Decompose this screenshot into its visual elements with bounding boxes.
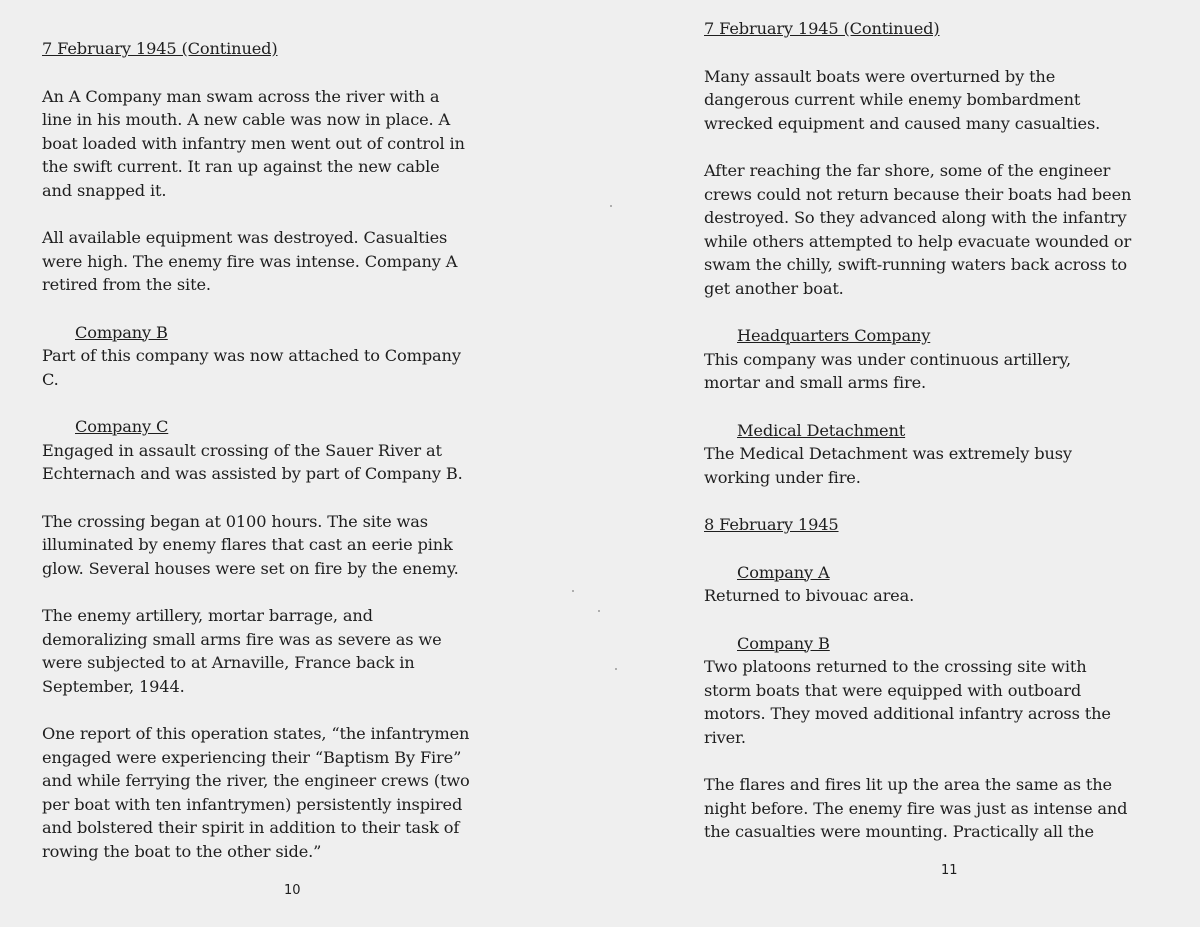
- text-line: Many assault boats were overturned by the: [704, 66, 1056, 86]
- paragraph: [42, 604, 562, 698]
- company-b-heading: Company B: [737, 633, 830, 653]
- text-line: get another boat.: [704, 278, 844, 298]
- text-line: storm boats that were equipped with outboard: [704, 680, 1082, 700]
- company-c-text: [42, 439, 562, 486]
- page-number: 11: [941, 863, 958, 878]
- text-line: glow. Several houses were set on fire by the enemy.: [42, 558, 459, 578]
- text-line: and snapped it.: [42, 180, 167, 200]
- text-line: destroyed. So they advanced along with the infantry: [704, 208, 1127, 227]
- text-line: One report of this operation states, “the infantrymen: [42, 724, 470, 743]
- company-b-heading: Company B: [75, 322, 168, 342]
- text-line: Part of this company was now attached to Company: [42, 346, 461, 365]
- medical-detachment-heading: Medical Detachment: [737, 420, 906, 440]
- paragraph: [704, 773, 1194, 844]
- paragraph: [42, 226, 562, 297]
- hq-company-text: [704, 348, 1194, 395]
- text-line: The enemy artillery, mortar barrage, and: [42, 606, 373, 625]
- left-column: [42, 37, 562, 863]
- text-line: All available equipment was destroyed. Casualties: [42, 228, 448, 247]
- paragraph: [42, 510, 562, 581]
- text-line: while others attempted to help evacuate wounded or: [704, 231, 1132, 251]
- paragraph: [42, 85, 562, 203]
- text-line: Engaged in assault crossing of the Sauer River at: [42, 440, 442, 460]
- scan-speck: [610, 205, 612, 207]
- text-line: the swift current. It ran up against the new cable: [42, 157, 440, 176]
- text-line: C.: [42, 369, 59, 389]
- text-line: illuminated by enemy flares that cast an eerie pink: [42, 535, 453, 554]
- paragraph: [704, 159, 1194, 300]
- text-line: Returned to bivouac area.: [704, 586, 915, 605]
- medical-detachment-text: [704, 442, 1194, 489]
- text-line: working under fire.: [704, 467, 861, 487]
- text-line: were subjected to at Arnaville, France back in: [42, 653, 415, 672]
- company-a-heading: Company A: [737, 562, 830, 582]
- text-line: engaged were experiencing their “Baptism By Fire”: [42, 747, 462, 767]
- text-line: and bolstered their spirit in addition to their task of: [42, 818, 460, 837]
- text-line: crews could not return because their boats had been: [704, 184, 1132, 204]
- text-line: retired from the site.: [42, 275, 211, 294]
- company-b-text: [42, 344, 562, 391]
- text-line: An A Company man swam across the river with a: [42, 86, 440, 106]
- scan-speck: [615, 668, 617, 670]
- date-heading: 7 February 1945 (Continued): [42, 39, 278, 58]
- company-b-text: [704, 655, 1194, 749]
- paragraph: [704, 65, 1194, 136]
- text-line: mortar and small arms fire.: [704, 373, 927, 392]
- text-line: demoralizing small arms fire was as severe as we: [42, 629, 442, 649]
- text-line: September, 1944.: [42, 676, 185, 696]
- text-line: swam the chilly, swift-running waters back across to: [704, 255, 1127, 274]
- text-line: After reaching the far shore, some of the engineer: [704, 161, 1111, 180]
- text-line: river.: [704, 727, 746, 747]
- text-line: Two platoons returned to the crossing site with: [704, 657, 1087, 676]
- date-heading-8-feb: 8 February 1945: [704, 515, 839, 534]
- company-c-heading: Company C: [75, 417, 169, 436]
- text-line: dangerous current while enemy bombardment: [704, 90, 1081, 109]
- company-a-text: [704, 584, 1194, 608]
- text-line: per boat with ten infantrymen) persistently inspired: [42, 794, 463, 814]
- text-line: motors. They moved additional infantry across the: [704, 704, 1111, 723]
- text-line: and while ferrying the river, the engineer crews (two: [42, 771, 470, 790]
- text-line: wrecked equipment and caused many casualties.: [704, 113, 1101, 133]
- page-number: 10: [284, 883, 301, 898]
- text-line: the casualties were mounting. Practically all the: [704, 822, 1094, 841]
- text-line: The crossing began at 0100 hours. The site was: [42, 511, 428, 531]
- text-line: line in his mouth. A new cable was now in place. A: [42, 110, 451, 129]
- text-line: The Medical Detachment was extremely busy: [704, 444, 1072, 463]
- scan-speck: [598, 610, 600, 612]
- date-heading: 7 February 1945 (Continued): [704, 19, 940, 38]
- text-line: were high. The enemy fire was intense. Company A: [42, 251, 458, 271]
- text-line: This company was under continuous artillery,: [704, 349, 1072, 369]
- right-column: [704, 17, 1194, 844]
- text-line: boat loaded with infantry men went out of control in: [42, 133, 465, 153]
- text-line: rowing the boat to the other side.”: [42, 841, 322, 861]
- right-page: [600, 0, 1200, 927]
- text-line: Echternach and was assisted by part of Company B.: [42, 464, 463, 483]
- paragraph: [42, 722, 562, 863]
- text-line: The flares and fires lit up the area the same as the: [704, 775, 1112, 794]
- hq-company-heading: Headquarters Company: [737, 326, 931, 345]
- scan-speck: [572, 590, 574, 592]
- text-line: night before. The enemy fire was just as intense and: [704, 798, 1128, 818]
